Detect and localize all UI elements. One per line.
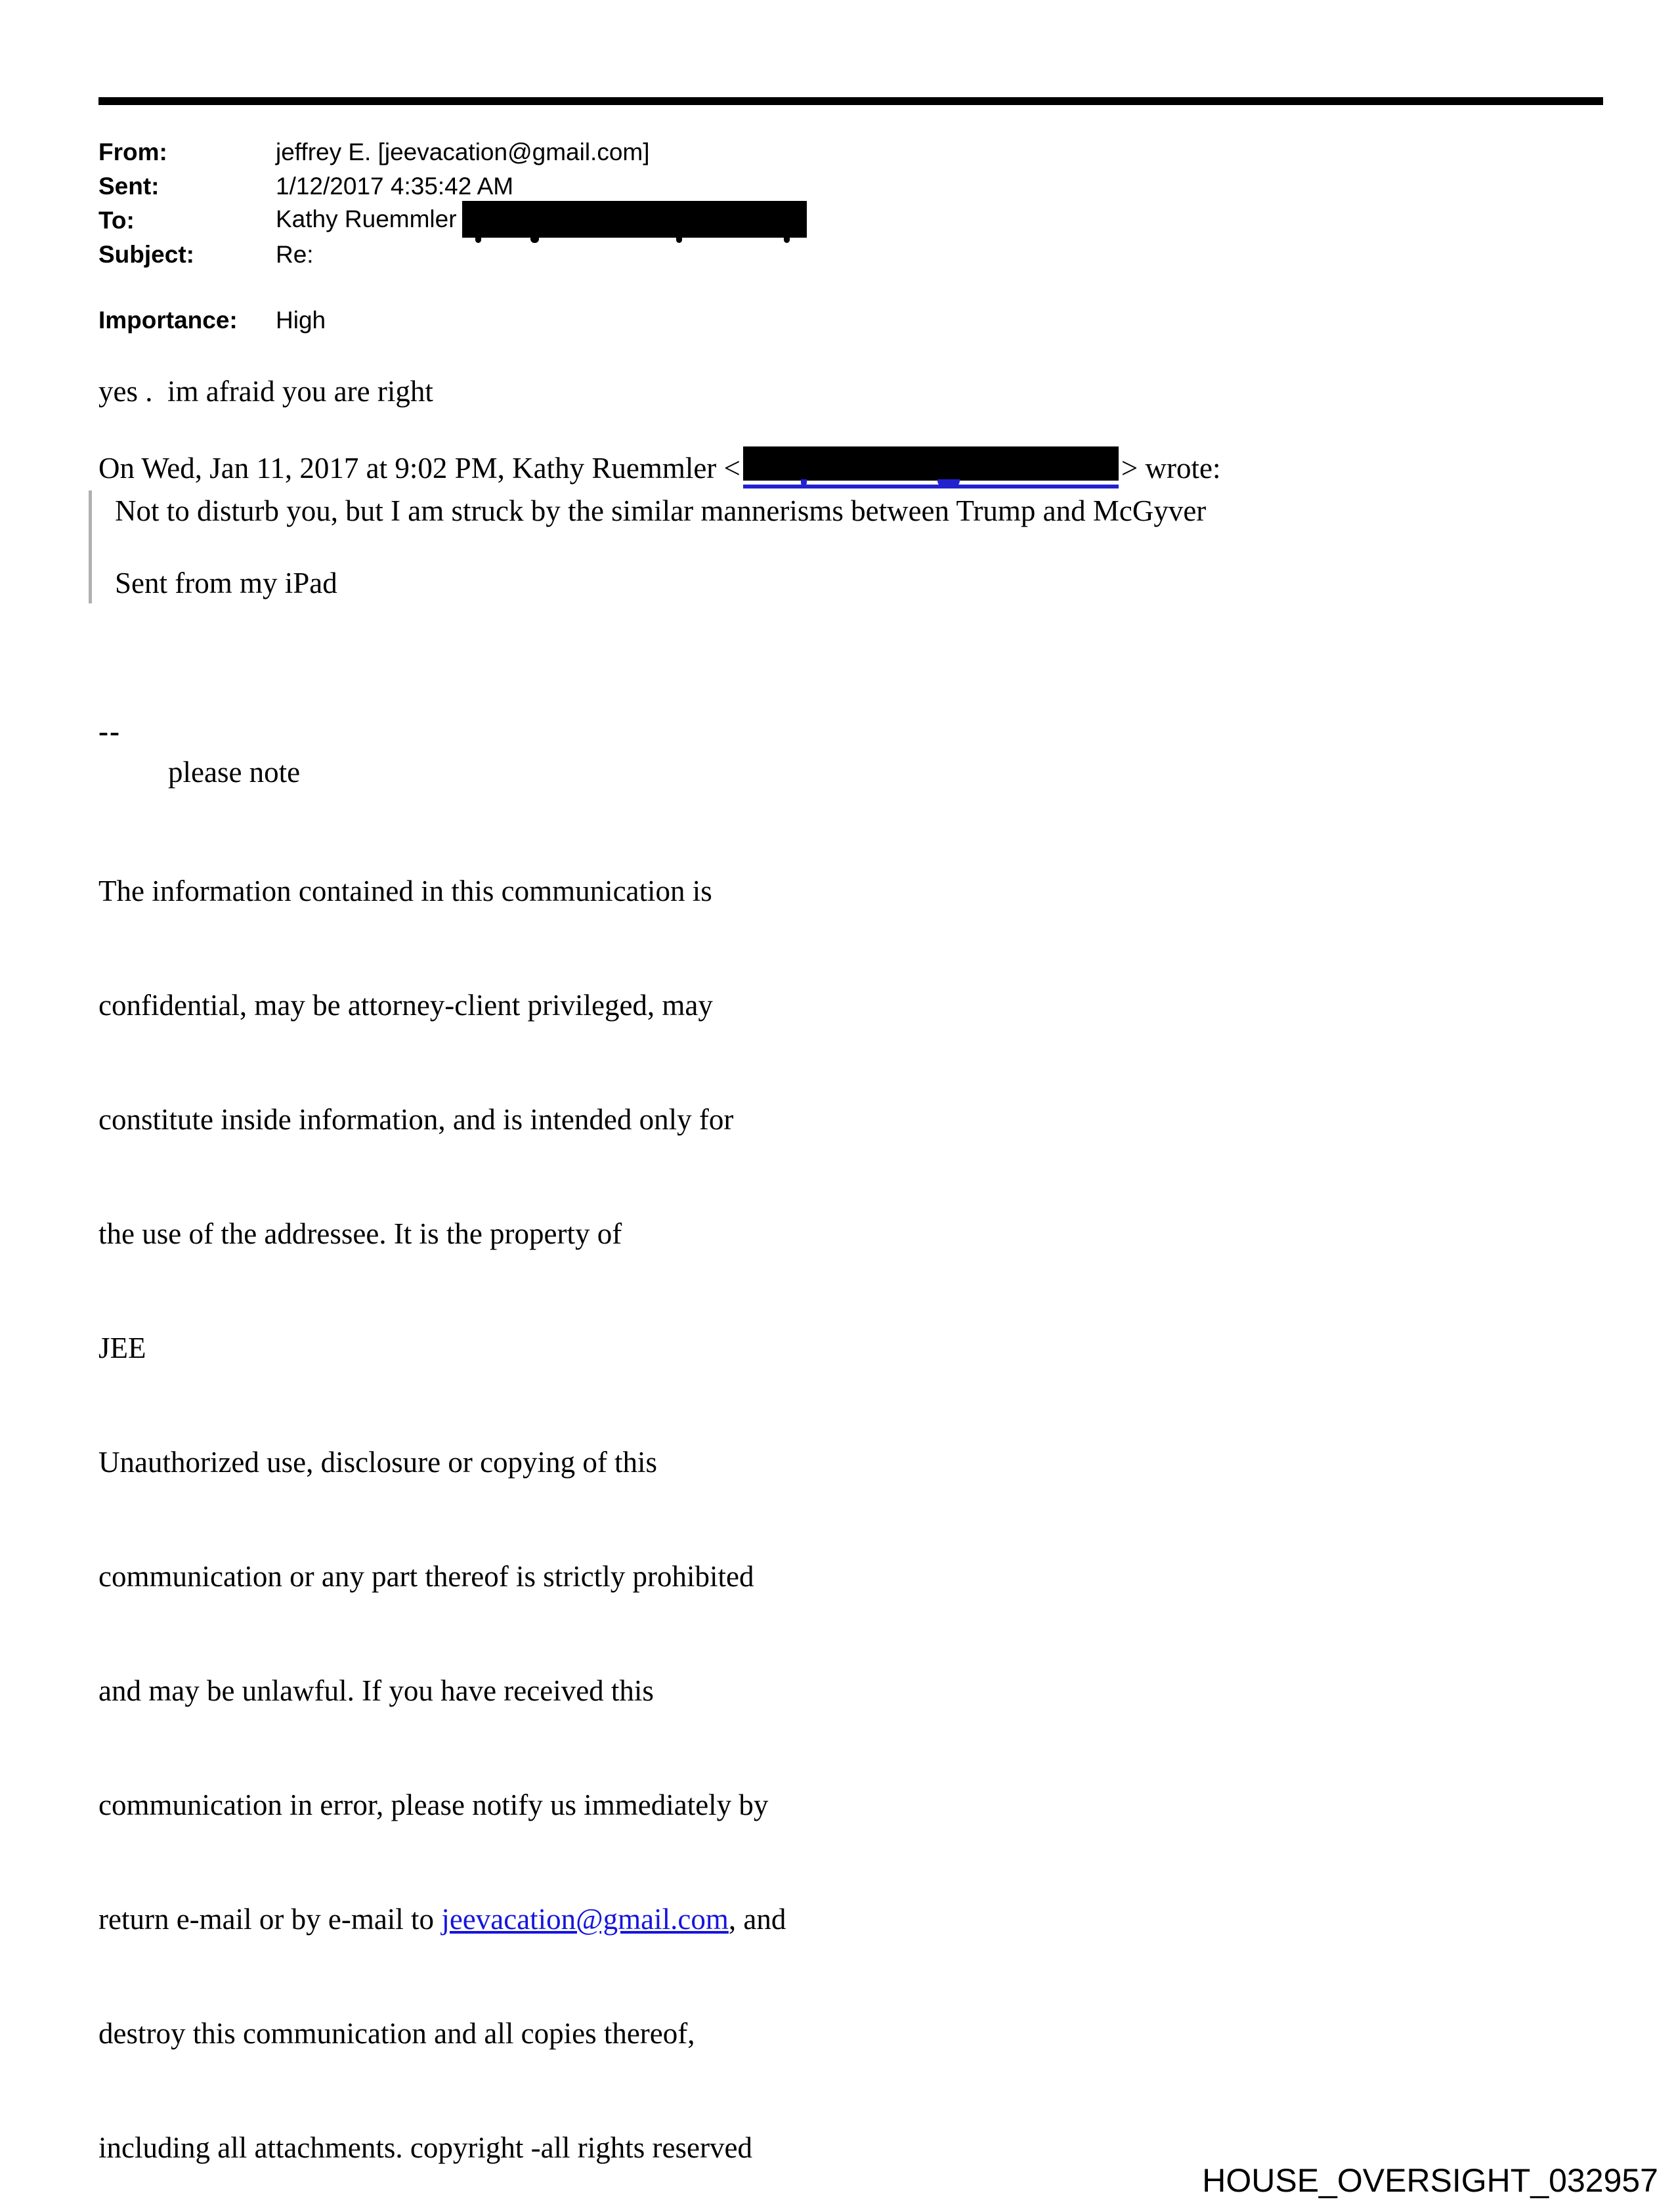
quoted-message-text: Not to disturb you, but I am struck by the similar mannerisms between Trump and McGyver [115,494,1207,527]
disclaimer-link-line [98,1900,786,1938]
bates-number: HOUSE_OVERSIGHT_032957 [1202,2162,1658,2199]
to-recipient-name: Kathy Ruemmler [276,205,457,232]
link-line-prefix: return e-mail or by e-mail to [98,1903,442,1936]
redaction-bar [743,446,1119,481]
field-label-sent: Sent: [98,173,160,200]
disclaimer-line: communication or any part thereof is strictly prohibited [98,1560,754,1593]
field-value-subject: Re: [276,241,314,268]
header-row-subject [98,238,1214,272]
redacted-link-underline [743,485,1119,488]
disclaimer-line: Unauthorized use, disclosure or copying of this [98,1446,658,1479]
importance-row [98,303,689,337]
disclaimer-line: The information contained in this communication is [98,875,712,907]
disclaimer-line: communication in error, please notify us immediately by [98,1789,769,1821]
field-value-sent: 1/12/2017 4:35:42 AM [276,173,514,200]
redaction-artifact [676,237,682,243]
reply-text: yes . im afraid you are right [98,375,433,408]
signature-note-heading: please note [168,756,301,789]
importance-label: Importance: [98,307,238,334]
quote-intro-line [98,446,1221,488]
link-line-suffix: , and [728,1903,786,1936]
quote-intro-suffix: > wrote: [1121,452,1221,485]
header-row-sent [98,169,1214,204]
disclaimer-line: the use of the addressee. It is the property of [98,1217,622,1250]
redaction-artifact [784,237,790,243]
header-row-to [98,204,1214,238]
quote-left-bar [89,490,92,603]
redaction-artifact [530,237,539,243]
disclaimer-line: constitute inside information, and is intended only for [98,1103,734,1136]
email-header [98,135,1214,272]
field-value-to [276,202,807,239]
importance-value: High [276,307,326,334]
disclaimer-line: JEE [98,1332,146,1364]
disclaimer-line: including all attachments. copyright -all rights reserved [98,2131,752,2164]
quote-intro-prefix: On Wed, Jan 11, 2017 at 9:02 PM, Kathy Ruemmler < [98,452,740,485]
signature-separator: -- [98,715,121,748]
disclaimer-line: destroy this communication and all copies thereof, [98,2017,695,2050]
field-label-subject: Subject: [98,241,194,268]
redaction-artifact [475,237,481,243]
email-link[interactable]: jeevacation@gmail.com [441,1903,729,1936]
disclaimer-block [98,796,786,2212]
disclaimer-line: confidential, may be attorney-client privileged, may [98,989,713,1022]
header-divider [98,97,1603,105]
to-redaction-bar [462,201,807,238]
sent-from-ipad: Sent from my iPad [115,567,337,599]
header-row-from [98,135,1214,169]
field-label-from: From: [98,139,167,165]
quoted-email-redaction[interactable] [743,446,1119,488]
field-label-to: To: [98,207,135,234]
field-value-from: jeffrey E. [jeevacation@gmail.com] [276,139,650,165]
disclaimer-line: and may be unlawful. If you have received this [98,1674,654,1707]
